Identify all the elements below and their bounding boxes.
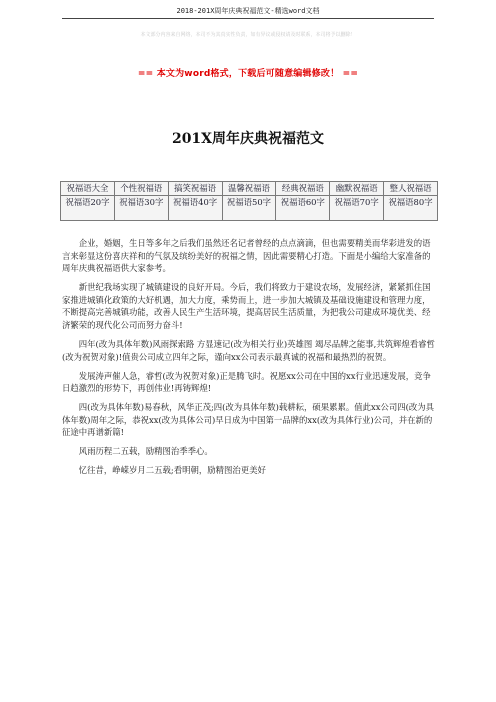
link-cell[interactable]: 祝福语40字 [168,196,222,221]
link-cell[interactable]: 祝福语50字 [222,196,276,221]
link-cell[interactable]: 个性祝福语 [114,182,168,196]
link-cell[interactable]: 整人祝福语 [384,182,438,196]
link-cell[interactable]: 搞笑祝福语 [168,182,222,196]
body-paragraph: 风雨历程二五载，励精图治季季心。 [78,446,213,457]
blessing-links-table [60,181,438,221]
link-cell[interactable]: 祝福语80字 [384,196,438,221]
document-body [62,237,436,483]
notice-right-mark: == [342,69,359,79]
body-paragraph: 发展涛声催人急，睿哲(改为祝贺对象)正是腾飞时。祝愿xx公司在中国的xx行业迅速发展，竞争日趋激烈的形势下，再创伟业!再铸辉煌! [62,370,431,394]
notice-left-mark: == [137,69,154,79]
document-header-title: 2018-201X周年庆典祝福范文-精选word文档 [176,7,320,15]
body-paragraph: 企业，婚姻，生日等多年之后我们虽然还名记者曾经的点点滴滴，但也需要精美而华彩进发的语言来彰显这份喜庆祥和的气氛及缤纷美好的祝福之情，因此需要精心打造。下面是小编给大家准备的周年庆典祝福语供大家参考。 [62,238,431,274]
links-row-categories [61,182,438,196]
disclaimer-text: 本文部分内容来自网络，本司不为其真实性负责，如有异议或侵权请及时联系，本司将予以删除！ [140,32,356,38]
header-divider [62,18,434,19]
body-paragraph: 四年(改为具体年数)风雨探索路 方显速记(改为相关行业)英雄图 竭尽品牌之能事,共筑辉煌看睿哲(改为祝贺对象)!值贵公司成立四年之际，谨向xx公司表示最真诚的祝福和最热烈的祝贺。 [62,338,435,362]
link-cell[interactable]: 祝福语30字 [114,196,168,221]
link-cell[interactable]: 经典祝福语 [276,182,330,196]
body-paragraph: 忆往昔，峥嵘岁月二五载;看明朝，励精图治更美好 [78,465,266,476]
body-paragraph: 四(改为具体年数)易春秋，风华正茂;四(改为具体年数)载耕耘，硕果累累。值此xx公司四(改为具体年数)周年之际，恭祝xx(改为具体公司)早日成为中国第一品牌的xx(改为具体行业)公司，并在新的征途中再谱新篇! [62,402,435,438]
link-cell[interactable]: 祝福语大全 [61,182,115,196]
editable-notice [0,66,496,79]
body-paragraph: 新世纪我场实现了城镇建设的良好开局。今后，我们将致力于建设农场，发展经济，紧紧抓住国家推进城镇化政策的大好机遇，加大力度，乘势而上，进一步加大城镇及基础设施建设和管理力度，不断提高完善城镇功能，改善人民生产生活环境，提高居民生活质量，为把我公司建成环境优美、经济繁荣的现代化公司而努力奋斗! [62,282,431,330]
link-cell[interactable]: 祝福语60字 [276,196,330,221]
links-row-lengths [61,196,438,221]
document-title: 201X周年庆典祝福范文 [171,131,325,147]
link-cell[interactable]: 幽默祝福语 [330,182,384,196]
link-cell[interactable]: 温馨祝福语 [222,182,276,196]
link-cell[interactable]: 祝福语70字 [330,196,384,221]
notice-text: 本文为word格式，下载后可随意编辑修改！ [156,69,340,79]
link-cell[interactable]: 祝福语20字 [61,196,115,221]
